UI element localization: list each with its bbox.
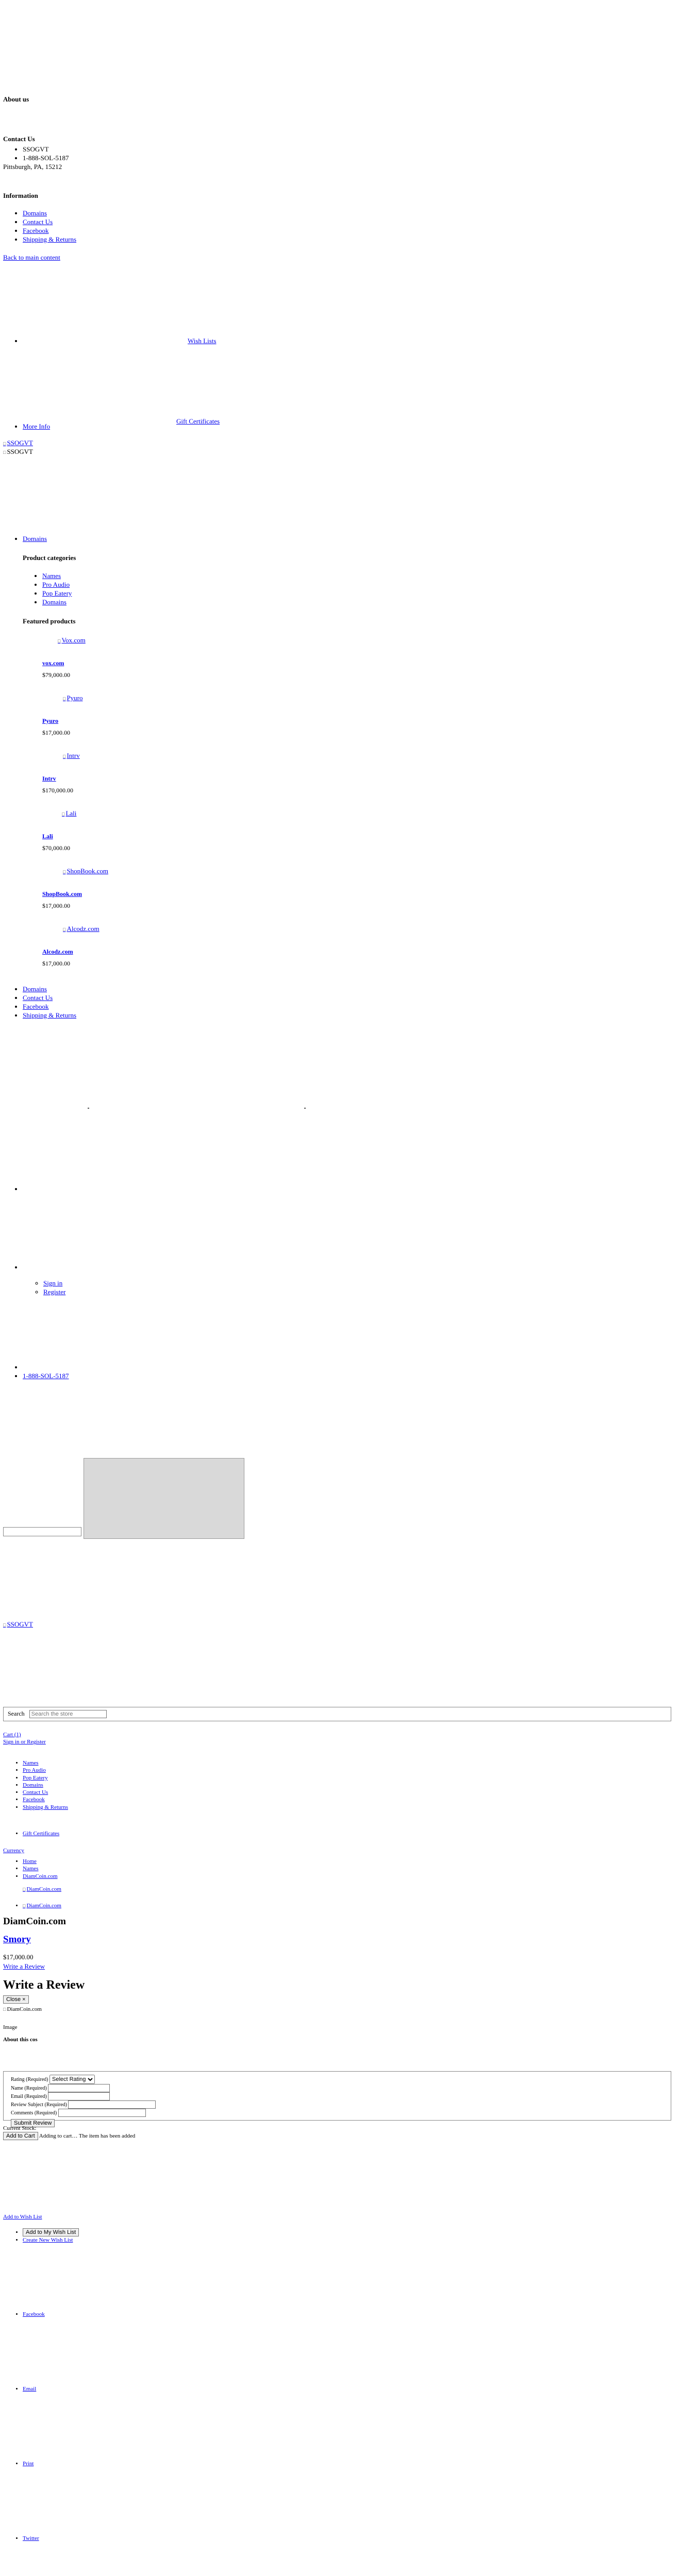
add-to-cart-row — [3, 2132, 135, 2140]
featured-product-image[interactable]: □ Alcodz.com — [63, 925, 100, 934]
featured-product — [42, 809, 176, 867]
breadcrumb — [3, 1858, 58, 1880]
information-links — [3, 209, 76, 244]
header-logo-2[interactable]: □ SSOGVT — [3, 1620, 33, 1629]
account-nav — [3, 1263, 65, 1297]
menu-link-pop-eatery[interactable]: Pop Eatery — [23, 1774, 48, 1781]
about-heading: About us — [3, 95, 29, 103]
more-info-nav — [3, 422, 50, 431]
main-menu — [3, 1759, 68, 1811]
current-stock: Current Stock: — [3, 2125, 37, 2131]
write-review-heading: Write a Review — [3, 1978, 85, 1992]
menu-link-domains[interactable]: Domains — [23, 1782, 43, 1788]
bottom-link-domains[interactable]: Domains — [23, 985, 47, 993]
menu-link-contact[interactable]: Contact Us — [23, 1789, 48, 1796]
breadcrumb-names[interactable]: Names — [23, 1866, 39, 1872]
account-nav-bullet-1 — [3, 1185, 23, 1194]
add-to-cart-status: Adding to cart… The item has been added — [39, 2133, 136, 2139]
phone-nav — [3, 1363, 69, 1381]
submit-review-button[interactable]: Submit Review — [11, 2119, 55, 2127]
gift-certificates-link[interactable]: Gift Certificates — [176, 417, 220, 425]
featured-product-price: $17,000.00 — [42, 729, 70, 737]
info-link-facebook[interactable]: Facebook — [23, 226, 49, 234]
featured-product-price: $79,000.00 — [42, 671, 70, 679]
product-categories-heading: Product categories — [23, 554, 76, 562]
menu-link-facebook[interactable]: Facebook — [23, 1797, 45, 1803]
menu-link-pro-audio[interactable]: Pro Audio — [23, 1767, 46, 1774]
featured-product-name[interactable]: Alcodz.com — [42, 947, 73, 955]
share-item — [3, 2385, 36, 2393]
sign-in-register-link[interactable]: Sign in or Register — [3, 1739, 46, 1745]
featured-product-image[interactable]: □ Vox.com — [58, 636, 86, 645]
featured-product-image[interactable]: □ Lali — [62, 809, 76, 818]
product-info — [3, 1916, 85, 2044]
featured-product-price: $17,000.00 — [42, 960, 70, 968]
featured-product-name[interactable]: vox.com — [42, 659, 64, 667]
featured-product-price: $70,000.00 — [42, 844, 70, 852]
bottom-link-shipping[interactable]: Shipping & Returns — [23, 1011, 77, 1019]
add-to-my-wishlist-button[interactable]: Add to My Wish List — [23, 2228, 79, 2236]
bottom-link-facebook[interactable]: Facebook — [23, 1002, 49, 1010]
featured-product-name[interactable]: Intrv — [42, 774, 56, 782]
featured-product-price: $17,000.00 — [42, 902, 70, 910]
featured-product-name[interactable]: Pyuro — [42, 717, 59, 724]
product-price: $17,000.00 — [3, 1953, 34, 1961]
info-link-shipping[interactable]: Shipping & Returns — [23, 235, 77, 243]
featured-product — [42, 636, 176, 694]
share-print[interactable]: Print — [23, 2461, 34, 2467]
review-close-button[interactable]: Close × — [3, 1995, 29, 2004]
breadcrumb-current[interactable]: DiamCoin.com — [23, 1873, 58, 1879]
category-link-names[interactable]: Names — [42, 572, 61, 580]
contact-heading: Contact Us — [3, 135, 35, 143]
share-twitter[interactable]: Twitter — [23, 2535, 39, 2541]
menu-link-names[interactable]: Names — [23, 1760, 39, 1766]
bottom-link-contact[interactable]: Contact Us — [23, 993, 53, 1002]
featured-product — [42, 694, 176, 752]
search-results-image — [84, 1458, 244, 1539]
menu-gift-list — [3, 1830, 59, 1837]
header-logo[interactable] — [3, 439, 33, 456]
contact-list — [3, 145, 69, 172]
about-this-label: About this cos — [3, 2037, 38, 2043]
review-email-input[interactable] — [48, 2092, 110, 2100]
divider — [88, 1108, 89, 1109]
phone-link[interactable]: 1-888-SOL-5187 — [23, 1371, 69, 1380]
search-bar — [3, 1707, 671, 1721]
logo-image[interactable]: □ SSOGVT — [3, 439, 33, 448]
category-link-domains[interactable]: Domains — [42, 598, 67, 606]
rating-label: Rating (Required) — [11, 2077, 48, 2082]
information-heading: Information — [3, 192, 38, 199]
search-input[interactable] — [29, 1710, 107, 1718]
category-link-pop-eatery[interactable]: Pop Eatery — [42, 589, 72, 597]
contact-line: Pittsburgh, PA, 15212 — [3, 162, 62, 171]
email-label: Email (Required) — [11, 2094, 47, 2099]
currency-link[interactable]: Currency — [3, 1848, 24, 1854]
review-form — [3, 2071, 671, 2126]
sign-in-link[interactable]: Sign in — [43, 1279, 63, 1287]
featured-product-image[interactable]: □ Intrv — [63, 752, 80, 760]
contact-line: • SSOGVT — [23, 145, 69, 154]
quick-search-input[interactable] — [3, 1527, 81, 1536]
nav-bullet — [23, 1263, 65, 1272]
featured-products-list — [42, 636, 176, 982]
share-item — [3, 2311, 45, 2318]
share-email[interactable]: Email — [23, 2386, 37, 2392]
share-facebook[interactable]: Facebook — [23, 2311, 45, 2317]
product-thumbnails — [3, 1886, 61, 1910]
register-link[interactable]: Register — [43, 1287, 66, 1296]
featured-products-heading: Featured products — [23, 617, 76, 625]
add-to-wishlist-link[interactable]: Add to Wish List — [3, 2214, 42, 2220]
featured-product-name[interactable]: Lali — [42, 832, 53, 840]
divider — [304, 1108, 306, 1109]
search-label: Search — [8, 1710, 25, 1717]
review-name-input[interactable] — [48, 2084, 110, 2092]
featured-product-name[interactable]: ShopBook.com — [42, 890, 82, 897]
featured-product — [42, 925, 176, 982]
create-wishlist-link[interactable]: Create New Wish List — [23, 2237, 73, 2243]
nav-bullet — [23, 1363, 69, 1372]
review-comments-input[interactable] — [58, 2109, 146, 2117]
comments-label: Comments (Required) — [11, 2110, 57, 2116]
image-caption: Image — [3, 2024, 18, 2030]
menu-link-shipping[interactable]: Shipping & Returns — [23, 1804, 69, 1810]
product-thumbnail[interactable]: □ DiamCoin.com — [23, 1886, 61, 1893]
featured-product — [42, 752, 176, 809]
featured-bottom-links — [3, 985, 76, 1020]
cart-link[interactable]: Cart (1) — [3, 1732, 21, 1738]
more-info-link[interactable]: More Info — [23, 422, 51, 430]
subject-label: Review Subject (Required) — [11, 2102, 67, 2108]
breadcrumb-home[interactable]: Home — [23, 1858, 37, 1865]
name-label: Name (Required) — [11, 2086, 47, 2091]
category-link-pro-audio[interactable]: Pro Audio — [42, 580, 70, 588]
info-link-domains[interactable]: Domains — [23, 209, 47, 217]
nav-domains[interactable]: Domains — [23, 535, 47, 543]
share-item — [3, 2535, 39, 2542]
product-title: DiamCoin.com — [3, 1916, 66, 1927]
product-brand-link[interactable]: Smory — [3, 1934, 31, 1945]
wishlist-menu — [3, 2228, 79, 2244]
product-categories-list — [23, 572, 72, 607]
wishlist-link[interactable]: Wish Lists — [188, 337, 217, 345]
contact-line: • 1-888-SOL-5187 — [23, 154, 69, 163]
share-item — [3, 2460, 34, 2467]
wishlist-nav — [3, 337, 216, 346]
featured-product-price: $170,000.00 — [42, 787, 73, 794]
product-thumbnail[interactable]: □ DiamCoin.com — [23, 1902, 61, 1909]
review-product-image: □ DiamCoin.com — [3, 2006, 42, 2013]
menu-gift-certificates[interactable]: Gift Certificates — [23, 1831, 60, 1837]
review-subject-input[interactable] — [68, 2100, 156, 2109]
main-nav — [3, 535, 47, 544]
cart-links — [3, 1731, 46, 1746]
write-review-link[interactable]: Write a Review — [3, 1962, 45, 1971]
back-to-main-link[interactable]: Back to main content — [3, 253, 60, 261]
rating-select[interactable] — [49, 2075, 95, 2084]
featured-product-image[interactable]: □ ShopBook.com — [63, 867, 108, 876]
add-to-cart-button[interactable]: Add to Cart — [3, 2132, 38, 2140]
featured-product-image[interactable]: □ Pyuro — [63, 694, 83, 703]
info-link-contact[interactable]: Contact Us — [23, 217, 53, 226]
logo-image-alt: □ SSOGVT — [3, 448, 33, 456]
featured-product — [42, 867, 176, 925]
